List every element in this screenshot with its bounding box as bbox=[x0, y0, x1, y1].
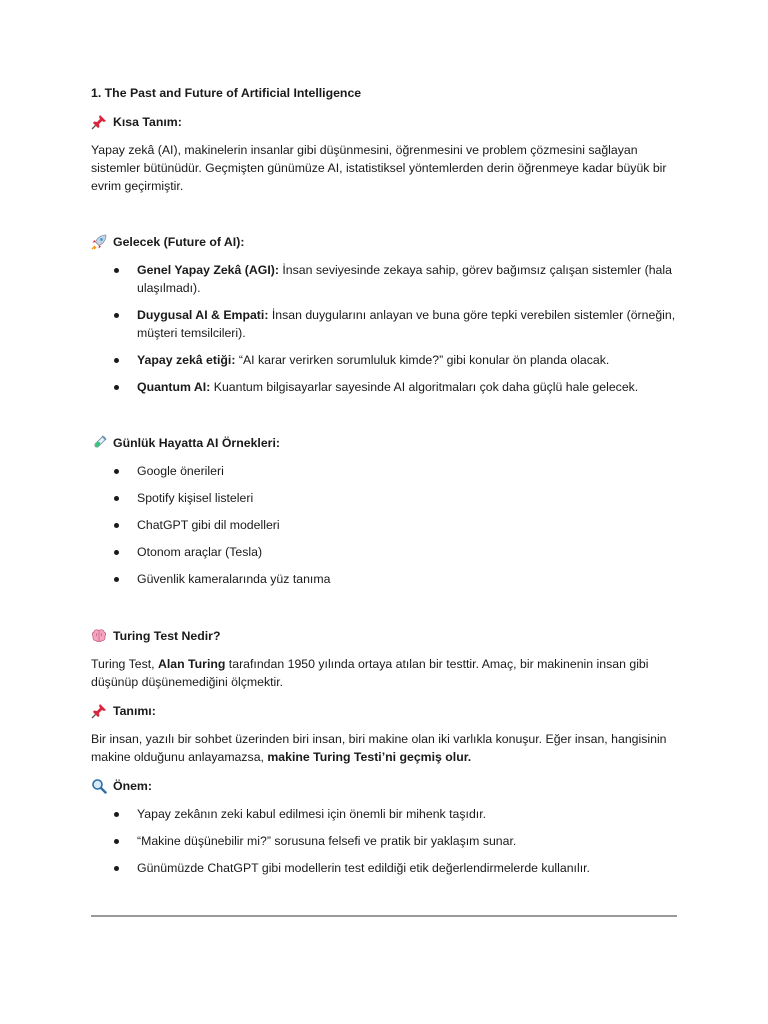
list-item-text: Kuantum bilgisayarlar sayesinde AI algoritmaları çok daha güçlü hale gelecek. bbox=[210, 380, 639, 394]
list-item-term: Quantum AI: bbox=[137, 380, 211, 394]
tanimi-text bbox=[91, 730, 681, 766]
list-item: Yapay zekânın zeki kabul edilmesi için önemli bir mihenk taşıdır. bbox=[91, 805, 681, 823]
list-item bbox=[91, 351, 681, 369]
list-item: Otonom araçlar (Tesla) bbox=[91, 543, 681, 561]
list-item bbox=[91, 378, 681, 396]
list-item bbox=[91, 261, 681, 297]
horizontal-divider bbox=[91, 915, 677, 917]
list-item-term: Duygusal AI & Empati: bbox=[137, 308, 269, 322]
list-item-term: Yapay zekâ etiği: bbox=[137, 353, 236, 367]
rocket-icon bbox=[91, 234, 109, 250]
list-item-term: Genel Yapay Zekâ (AGI): bbox=[137, 263, 279, 277]
kisa-tanim-label: Kısa Tanım: bbox=[113, 115, 182, 129]
list-item bbox=[91, 306, 681, 342]
test-tube-icon bbox=[91, 435, 109, 451]
onem-list bbox=[91, 805, 681, 877]
turing-intro bbox=[91, 655, 681, 691]
alan-turing-name: Alan Turing bbox=[157, 657, 226, 671]
gunluk-heading bbox=[91, 434, 681, 452]
kisa-tanim-heading bbox=[91, 113, 681, 131]
tanimi-heading bbox=[91, 702, 681, 720]
tanimi-text-a: Bir insan, yazılı bir sohbet üzerinden biri insan, biri makine olan iki varlıkla konuşur. Eğer insan, hangisinin makine olduğunu anlayamazsa, bbox=[91, 732, 667, 764]
onem-heading bbox=[91, 777, 681, 795]
gunluk-label: Günlük Hayatta AI Örnekleri: bbox=[113, 436, 280, 450]
list-item: Google önerileri bbox=[91, 462, 681, 480]
turing-intro-text-b: tarafından 1950 yılında ortaya atılan bir testtir. Amaç, bir makinenin insan gibi düşünüp düşünemediğini ölçmektir. bbox=[91, 657, 649, 689]
onem-label: Önem: bbox=[113, 779, 152, 793]
tanimi-label: Tanımı: bbox=[113, 704, 156, 718]
pushpin-icon bbox=[91, 114, 109, 130]
list-item: “Makine düşünebilir mi?” sorusuna felsefi ve pratik bir yaklaşım sunar. bbox=[91, 832, 681, 850]
gunluk-list bbox=[91, 462, 681, 588]
gelecek-list bbox=[91, 261, 681, 396]
turing-label: Turing Test Nedir? bbox=[113, 629, 221, 643]
gelecek-label: Gelecek (Future of AI): bbox=[113, 235, 245, 249]
document-body bbox=[91, 84, 681, 877]
gelecek-heading bbox=[91, 233, 681, 251]
list-item-text: “AI karar verirken sorumluluk kimde?” gibi konular ön planda olacak. bbox=[235, 353, 610, 367]
list-item: Spotify kişisel listeleri bbox=[91, 489, 681, 507]
brain-icon bbox=[91, 628, 109, 644]
magnifier-icon bbox=[91, 778, 109, 794]
turing-heading bbox=[91, 627, 681, 645]
list-item: Güvenlik kameralarında yüz tanıma bbox=[91, 570, 681, 588]
list-item-text: İnsan seviyesinde zekaya sahip, görev bağımsız çalışan sistemler (hala ulaşılmadı). bbox=[137, 263, 672, 295]
list-item: Günümüzde ChatGPT gibi modellerin test edildiği etik değerlendirmelerde kullanılır. bbox=[91, 859, 681, 877]
turing-intro-text-a: Turing Test, bbox=[91, 657, 158, 671]
kisa-tanim-text: Yapay zekâ (AI), makinelerin insanlar gibi düşünmesini, öğrenmesini ve problem çözmesini sağlayan sistemler bütünüdür. Geçmişten günümüze AI, istatistiksel yöntemlerden derin öğrenmeye kadar büyük bir evrim geçirmiştir. bbox=[91, 143, 667, 193]
pushpin-icon bbox=[91, 703, 109, 719]
tanimi-text-bold: makine Turing Testi’ni geçmiş olur. bbox=[267, 750, 472, 764]
list-item-text: İnsan duygularını anlayan ve buna göre tepki verebilen sistemler (örneğin, müşteri temsilcileri). bbox=[137, 308, 676, 340]
document-title: 1. The Past and Future of Artificial Intelligence bbox=[91, 86, 362, 100]
list-item: ChatGPT gibi dil modelleri bbox=[91, 516, 681, 534]
